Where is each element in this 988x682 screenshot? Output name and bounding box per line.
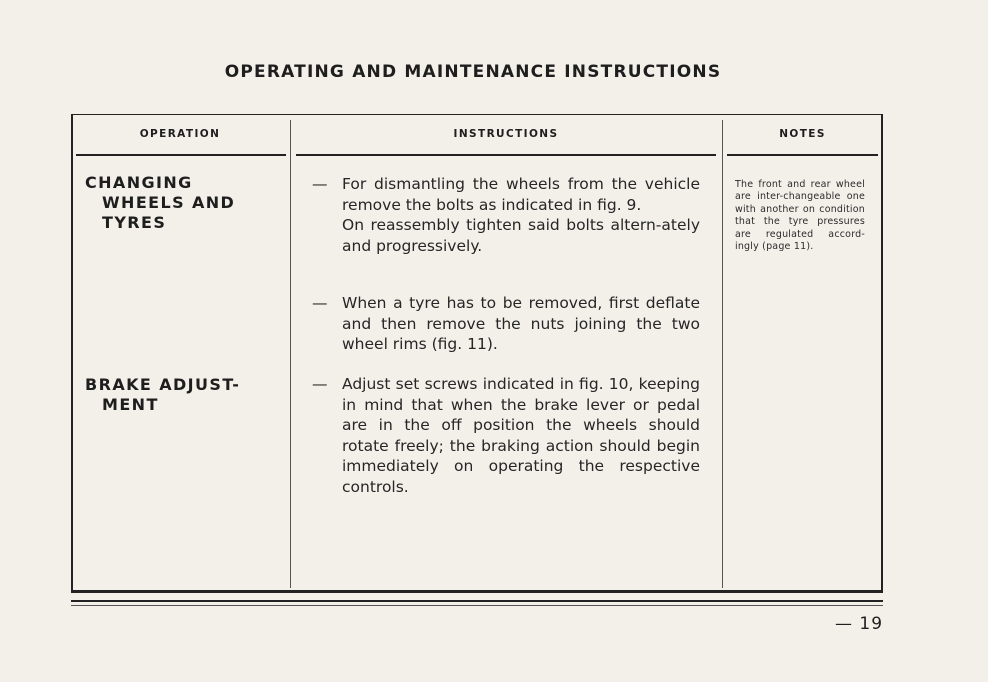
step-dash: — (312, 375, 328, 393)
page-number: — 19 (835, 614, 884, 634)
operation-line: TYRES (102, 213, 167, 232)
column-header-notes: NOTES (779, 128, 826, 140)
step-dash: — (312, 294, 328, 312)
operation-line: BRAKE ADJUST- (85, 375, 241, 394)
page-title: OPERATING AND MAINTENANCE INSTRUCTIONS (224, 62, 722, 82)
instruction-step (312, 293, 700, 355)
header-rule-instructions (296, 154, 716, 156)
operation-brake-adjustment (85, 375, 275, 415)
header-rule-operation (76, 154, 286, 156)
footer-rule-thin (71, 605, 883, 606)
operation-line: CHANGING (85, 173, 193, 192)
operation-line: MENT (102, 395, 159, 414)
column-header-operation: OPERATION (139, 128, 221, 140)
step-text: When a tyre has to be removed, first deflate and then remove the nuts joining the two wheel rims (fig. 11). (342, 294, 700, 354)
instruction-step (312, 374, 700, 498)
column-divider-notes (722, 120, 723, 588)
step-dash: — (312, 175, 328, 193)
column-divider-operation (290, 120, 291, 588)
instruction-step (312, 174, 700, 256)
notes-text: The front and rear wheel are inter-changeable one with another on condition that the tyre pressures are regulated accord-ingly (page 11). (735, 179, 865, 253)
step-text: Adjust set screws indicated in fig. 10, keeping in mind that when the brake lever or pedal are in the off position the wheels should rotate freely; the braking action should begin immediately on operating the respective controls. (342, 375, 700, 496)
header-rule-notes (727, 154, 878, 156)
step-text: For dismantling the wheels from the vehicle remove the bolts as indicated in fig. 9. On reassembly tighten said bolts altern-ately and progressively. (342, 175, 700, 255)
footer-rule-thick (71, 600, 883, 602)
column-header-instructions: INSTRUCTIONS (453, 128, 559, 140)
operation-line: WHEELS AND (102, 193, 236, 212)
operation-changing-wheels (85, 173, 275, 233)
